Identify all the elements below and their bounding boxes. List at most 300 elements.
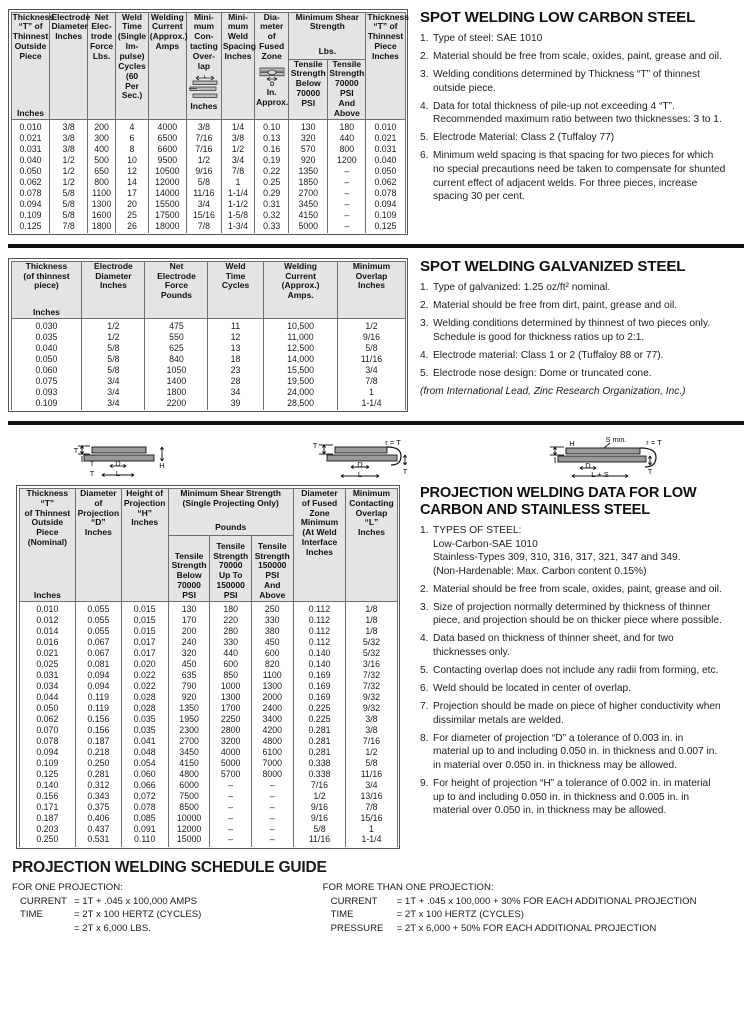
table-cell: 0.203 [19,823,76,834]
table-cell: 5/8 [346,757,397,768]
hdr-unit: Cycles [221,280,250,291]
note-line: Contacting overlap does not include any radii from forming, etc. [433,665,719,677]
table-cell: 7/8 [221,165,254,176]
table-cell: 0.19 [255,154,289,165]
table-row [19,812,397,823]
note-item [420,664,740,678]
table-cell: 3450 [289,198,328,209]
note-item [420,349,740,363]
table-cell: 0.125 [366,220,405,233]
table-row [11,187,405,198]
hdr-line: Over- [192,50,215,61]
hdr-line: Electrode [94,260,133,271]
hdr-line: Piece [19,50,42,61]
hdr-line: Thickness [367,11,409,22]
note-line: For diameter of projection “D” a tolerance of 0.003 in. in [433,732,684,744]
table-cell: 1 [338,386,405,397]
table-cell: 5000 [289,220,328,233]
galvanized-welding-table [11,261,406,410]
note-text [433,524,740,578]
table-cell: 3/8 [186,119,221,132]
galvanized-table-frame [8,258,408,412]
table-cell: 0.112 [293,614,346,625]
hdr-line: In. [266,86,277,97]
col-header-proj-tensile-150000-and-above [251,535,293,601]
table-cell: 0.171 [19,801,76,812]
table-cell: 0.225 [293,713,346,724]
note-number: 6. [420,150,429,162]
hdr-line: Sec.) [121,90,143,101]
table-cell: 920 [289,154,328,165]
table-cell: – [328,209,366,220]
table-cell: 0.119 [76,691,121,702]
table-cell: 1600 [87,209,115,220]
hdr-line: Thickness [25,260,68,271]
table-cell: – [251,801,293,812]
table-cell: – [328,187,366,198]
table-cell: 0.169 [293,691,346,702]
table-cell: 6600 [148,143,186,154]
table-cell: 0.16 [255,143,289,154]
section-projection-welding [0,485,750,849]
guide-value: = 1T + .045 x 100,000 + 30% FOR EACH ADDITIONAL PROJECTION [396,895,697,907]
table-cell: 200 [168,625,210,636]
note-number: 5. [420,368,429,380]
hdr-line: Height of [126,487,164,498]
table-cell: 0.156 [76,713,121,724]
note-line: thicknesses only. [433,647,510,658]
svg-text:T: T [89,469,94,479]
table-cell: 14000 [148,187,186,198]
note-number: 6. [420,683,429,695]
hdr-line: Contacting [349,497,394,508]
note-item [420,700,740,727]
table-cell: 4000 [210,746,252,757]
table-cell: 3/4 [82,375,145,386]
table-cell: 7/16 [186,132,221,143]
hdr-line: (Single [117,31,147,42]
table-cell: 0.040 [11,154,50,165]
table-cell: 0.048 [121,746,168,757]
table-cell: 9500 [148,154,186,165]
table-cell: 8000 [251,768,293,779]
table-row [19,757,397,768]
table-cell: 1/4 [221,119,254,132]
table-cell: 3/4 [346,779,397,790]
table-cell: – [210,779,252,790]
low-carbon-welding-table [11,11,409,233]
table-cell: – [251,823,293,834]
note-line: dissimilar metals are welded. [433,714,564,726]
note-text [433,50,740,64]
table-row [11,386,405,397]
table-cell: 23 [208,364,263,375]
hdr-line: Minimum [300,517,339,528]
table-cell: 3/8 [50,119,87,132]
table-cell: 3/4 [82,397,145,410]
table-cell: 0.020 [121,658,168,669]
svg-text:r = T: r = T [646,438,663,448]
table-cell: 0.343 [76,790,121,801]
hdr-unit: Inches [17,107,44,118]
note-line: (Non-Hardenable: Max. Carbon content 0.15%) [433,565,647,577]
table-row [11,318,405,331]
section-spot-welding-low-carbon-steel [0,0,750,235]
note-text [433,281,740,295]
table-cell: 0.338 [293,768,346,779]
table-cell: 3/8 [50,132,87,143]
table-cell: 0.017 [121,636,168,647]
table-cell: 0.044 [19,691,76,702]
table-cell: 440 [328,132,366,143]
table-cell: 170 [168,614,210,625]
table-cell: 1950 [168,713,210,724]
svg-text:D: D [114,459,121,469]
hdr-line: (Nominal) [27,537,67,548]
note-number: 4. [420,100,429,112]
note-line: Schedule is good for thickness ratios up to 2:1. [433,331,645,343]
note-text [433,131,740,145]
table-cell: 0.13 [255,132,289,143]
table-cell: 12,500 [263,342,338,353]
table-cell: 7/16 [293,779,346,790]
table-cell: 2250 [210,713,252,724]
table-cell: 0.034 [19,680,76,691]
table-row [19,713,397,724]
hdr-line: PSI [182,589,196,600]
hdr-line: (At Weld [302,527,337,538]
svg-text:T: T [312,441,318,451]
table-cell: – [210,823,252,834]
table-cell: 0.078 [366,187,405,198]
table-cell: – [251,779,293,790]
table-cell: 5/8 [82,342,145,353]
table-cell: 0.070 [19,724,76,735]
table-cell: 8500 [168,801,210,812]
hdr-line: Im- [125,41,139,52]
hdr-line: Weld [121,11,143,22]
table-cell: 920 [168,691,210,702]
table-cell: 0.078 [11,187,50,198]
table-cell: – [210,801,252,812]
hdr-line: Approx. [256,96,289,107]
table-cell: 0.012 [19,614,76,625]
table-cell: 0.017 [121,647,168,658]
table-cell: 10500 [148,165,186,176]
table-cell: 0.091 [121,823,168,834]
table-cell: 0.437 [76,823,121,834]
table-cell: 1800 [145,386,208,397]
table-row [11,342,405,353]
hdr-line: Thickness “T” [26,487,69,508]
table-cell: – [210,812,252,823]
table-cell: 7/16 [186,143,221,154]
table-cell: 0.031 [19,669,76,680]
table-cell: – [328,165,366,176]
hdr-line: Elec- [91,21,112,32]
note-line: no special precautions need be taken to compensate for shunted [433,164,726,176]
table-cell: 0.25 [255,176,289,187]
hdr-line: (60 [125,70,139,81]
table-cell: 0.281 [76,768,121,779]
section-divider-2 [8,421,744,425]
table-row [19,834,397,847]
hdr-line: And [338,97,356,108]
galvanized-table-body [11,318,405,410]
table-cell: 1-1/4 [338,397,405,410]
table-cell: 7/8 [186,220,221,233]
table-cell: 4200 [251,724,293,735]
table-cell: 8 [116,143,148,154]
heading-spot-welding-low-carbon-steel: SPOT WELDING LOW CARBON STEEL [420,9,696,26]
table-cell: 380 [251,625,293,636]
note-number: 8. [420,732,429,744]
hdr-line: Tensile [174,550,204,561]
table-cell: 0.29 [255,187,289,198]
table-cell: 0.109 [11,209,50,220]
hdr-line: Diameter [301,487,338,498]
svg-text:L: L [115,469,120,479]
table-cell: 9/32 [346,691,397,702]
note-item [420,100,740,127]
table-cell: 4800 [251,735,293,746]
table-row [11,143,405,154]
hdr-unit: Inches [33,589,61,600]
col-header-net-electrode-force [87,12,115,119]
table-cell: 0.031 [366,143,405,154]
table-cell: 2700 [168,735,210,746]
table-cell: 3/4 [82,386,145,397]
hdr-line: mum [227,21,249,32]
hdr-line: Mini- [193,11,214,22]
col-header-proj-contacting-overlap-l [346,488,397,601]
table-cell: 850 [210,669,252,680]
table-cell: 0.10 [255,119,289,132]
table-cell: 5/8 [186,176,221,187]
hdr-line: Diameter [95,270,132,281]
table-cell: 550 [145,331,208,342]
table-cell: 0.140 [19,779,76,790]
svg-text:T: T [402,467,408,477]
table-row [11,397,405,410]
hdr-line: “T” of [18,21,43,32]
hdr-line: Net [94,11,109,22]
table-cell: 12000 [148,176,186,187]
table-cell: 1/2 [82,331,145,342]
table-cell: 1200 [328,154,366,165]
heading-projection-welding-data [420,485,740,518]
table-cell: 5/32 [346,647,397,658]
table-cell: 10 [116,154,148,165]
table-cell: 14,000 [263,353,338,364]
note-line: For height of projection “H” a tolerance of 0.002 in. in material [433,778,711,789]
table-cell: 1/2 [50,176,87,187]
heading-spot-welding-galvanized-steel: SPOT WELDING GALVANIZED STEEL [420,258,686,276]
col-header-thickness-t-thinnest-piece [366,11,409,119]
hdr-line: Below [295,78,321,89]
table-cell: 5/8 [50,187,87,198]
table-cell: 0.169 [293,669,346,680]
table-row [19,801,397,812]
projection-notes-panel [408,485,746,822]
note-number: 4. [420,349,429,361]
svg-text:D: D [269,81,275,87]
note-line: Electrode nose design: Dome or truncated cone. [433,368,652,380]
hdr-line: PSI [301,97,316,108]
note-item [420,632,740,659]
note-number: 1. [420,525,429,536]
note-text [433,68,740,95]
hdr-line: Current [285,270,316,281]
hdr-line: pulse) [119,50,145,61]
col-header-proj-fused-zone [293,488,346,601]
table-row [11,220,405,233]
table-cell: 440 [210,647,252,658]
table-cell: 240 [168,636,210,647]
note-text [433,317,740,344]
table-cell: 5/8 [338,342,405,353]
table-cell: 3/4 [338,364,405,375]
guide-label: PRESSURE [330,923,384,935]
table-cell: 0.112 [293,636,346,647]
table-cell: 2700 [289,187,328,198]
note-line: material up to and including 0.050 in. in thickness and 0.007 in. [433,746,718,758]
table-cell: 12 [116,165,148,176]
table-cell: 1/2 [186,154,221,165]
table-cell: 15/16 [346,812,397,823]
table-cell: 0.010 [11,119,50,132]
table-cell: 0.094 [366,198,405,209]
hdr-line: Thickness [12,11,55,22]
table-row [19,601,397,614]
hdr-line: Tensile [257,540,287,551]
svg-text:L + S: L + S [591,470,610,480]
projection-diagram-row [0,435,750,485]
table-row [19,702,397,713]
note-line: outside piece. [433,82,496,94]
note-item [420,583,740,597]
table-cell: 34 [208,386,263,397]
note-item [420,317,740,344]
table-cell: 0.015 [121,614,168,625]
hdr-line: Force [89,41,114,52]
section-divider-1 [8,244,744,248]
table-cell: 9/32 [346,702,397,713]
note-number: 3. [420,601,429,613]
table-cell: 5/32 [346,636,397,647]
table-cell: 0.156 [19,790,76,801]
col-header-tensile-70000-and-above [328,59,366,119]
table-cell: 17 [116,187,148,198]
hdr-line: lap [197,60,211,71]
note-line: Type of galvanized: 1.25 oz/ft² nominal. [433,282,611,294]
table-cell: 0.021 [11,132,50,143]
table-cell: 0.025 [19,658,76,669]
table-cell: – [251,834,293,847]
table-cell: 9/16 [293,801,346,812]
table-cell: 12000 [168,823,210,834]
table-cell: 0.312 [76,779,121,790]
table-cell: 0.060 [11,364,82,375]
table-cell: 0.028 [121,702,168,713]
hdr-line: 150000 [216,580,245,591]
note-text [433,664,740,678]
table-cell: 1/2 [293,790,346,801]
table-cell: 0.125 [19,768,76,779]
table-cell: 475 [145,318,208,331]
note-item [420,777,740,818]
table-cell: 330 [251,614,293,625]
heading-line-2: CARBON AND STAINLESS STEEL [420,501,650,518]
note-line: piece, and projection should be on thicker piece where possible. [433,615,722,627]
table-row [19,823,397,834]
hdr-line: Above [333,107,360,118]
hdr-unit: Inches [190,100,218,111]
hdr-line: Fused [259,41,285,52]
svg-text:L: L [357,470,363,480]
table-row [11,331,405,342]
hdr-line: Tensile [216,540,245,551]
table-cell: 3400 [251,713,293,724]
table-cell: 6 [116,132,148,143]
guide-more-than-one-heading: FOR MORE THAN ONE PROJECTION: [322,882,494,894]
table-cell: 4 [116,119,148,132]
svg-text:S min.: S min. [605,437,627,445]
table-row [11,154,405,165]
hdr-line: “L” [364,517,379,528]
note-item [420,601,740,628]
table-cell: 0.31 [255,198,289,209]
table-cell: 3/4 [221,154,254,165]
table-cell: 1100 [251,669,293,680]
table-cell: 0.140 [293,647,346,658]
hdr-unit: Amps [155,41,180,52]
table-cell: 0.187 [19,812,76,823]
note-line: in material over 0.050 in. in thickness may be allowed. [433,759,678,771]
note-line: Weld should be located in center of overlap. [433,683,632,695]
table-cell: 0.062 [366,176,405,187]
table-row [19,735,397,746]
note-line: Low-Carbon-SAE 1010 [433,538,538,550]
table-cell: 7000 [251,757,293,768]
note-text [433,149,740,203]
table-cell: 400 [87,143,115,154]
svg-text:D: D [357,460,363,470]
hdr-line: Tensile [332,58,362,69]
hdr-line: of [94,497,103,508]
table-cell: 0.055 [76,614,121,625]
projection-diagram-3 [544,437,684,483]
table-cell: 0.281 [293,746,346,757]
table-cell: 39 [208,397,263,410]
table-cell: 7500 [168,790,210,801]
table-cell: 0.062 [19,713,76,724]
hdr-unit: Pounds [160,290,193,301]
section-projection-welding-schedule-guide [0,849,750,935]
table-cell: 320 [168,647,210,658]
table-cell: 3/8 [346,713,397,724]
table-row [11,364,405,375]
hdr-line: trode [90,31,113,42]
hdr-line: Diameter [51,21,88,32]
hdr-unit: Inches [84,527,112,538]
table-cell: 12 [208,331,263,342]
hdr-line: Projection [77,507,120,518]
note-line: Data for total thickness of pile-up not exceeding 4 “T”. [433,100,675,112]
table-cell: 0.054 [121,757,168,768]
table-cell: 2200 [145,397,208,410]
hdr-line: (Approx.) [149,31,188,42]
